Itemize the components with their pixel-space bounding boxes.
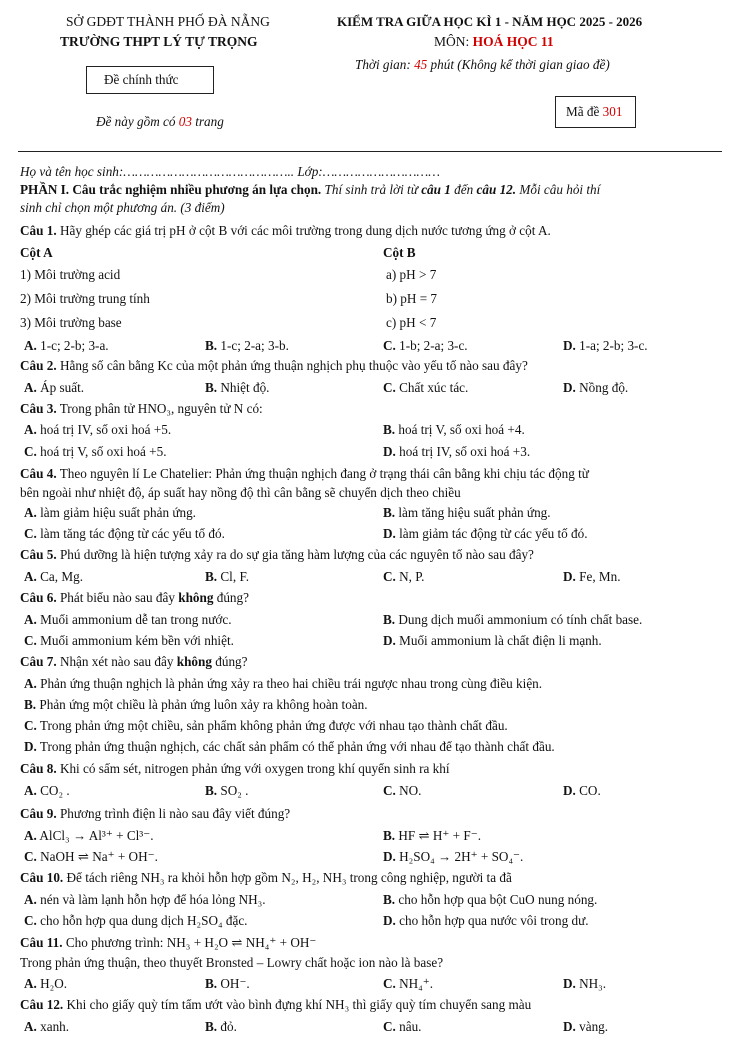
question-7 <box>20 654 720 670</box>
q11-option-c[interactable] <box>383 976 433 992</box>
question-4 <box>20 466 720 482</box>
question-text: Khi cho giấy quỳ tím tẩm ướt vào bình đựng khí NH₃ thì giấy quỳ tím chuyển sang màu <box>63 997 532 1012</box>
q1-option-d[interactable] <box>563 338 648 354</box>
q12-option-c[interactable] <box>383 1019 421 1035</box>
option-letter: B. <box>205 338 218 353</box>
q3-option-d[interactable] <box>383 444 530 460</box>
column-a-header: Cột A <box>20 245 53 260</box>
question-number: Câu 6. <box>20 590 57 605</box>
question-number: Câu 11. <box>20 935 63 950</box>
q12-option-d[interactable] <box>563 1019 608 1035</box>
question-text: Hãy ghép các giá trị pH ở cột B với các môi trường trong dung dịch nước tương ứng ở cột A. <box>56 223 551 238</box>
option-letter: D. <box>563 976 576 991</box>
option-letter: C. <box>24 718 37 733</box>
q8-option-a[interactable] <box>24 783 70 799</box>
q7-option-a[interactable] <box>24 676 542 692</box>
option-letter: C. <box>383 338 396 353</box>
option-text: Chất xúc tác. <box>399 380 469 395</box>
option-text: NH₃. <box>579 976 607 991</box>
official-label: Đề chính thức <box>104 72 179 87</box>
option-letter: A. <box>24 338 37 353</box>
column-a-item-3: 3) Môi trường base <box>20 315 122 330</box>
question-text-end: đúng? <box>211 654 248 669</box>
column-b-item-2: b) pH = 7 <box>386 291 438 306</box>
q5-option-d[interactable] <box>563 569 621 585</box>
column-b-header: Cột B <box>383 245 416 260</box>
option-text: đỏ. <box>220 1019 237 1034</box>
option-letter: D. <box>383 849 396 864</box>
option-letter: B. <box>24 697 37 712</box>
q3-option-a[interactable] <box>24 422 171 438</box>
question-number: Câu 10. <box>20 870 64 885</box>
subject-name: HOÁ HỌC 11 <box>472 34 554 49</box>
option-letter: A. <box>24 569 37 584</box>
page-count-number: 03 <box>178 114 192 129</box>
question-emphasis: không <box>178 590 214 605</box>
option-letter: D. <box>563 569 576 584</box>
option-text: làm giảm hiệu suất phản ứng. <box>40 505 196 520</box>
q10-option-b[interactable] <box>383 892 597 908</box>
option-text: N, P. <box>399 569 425 584</box>
option-letter: A. <box>24 892 37 907</box>
option-letter: C. <box>383 380 396 395</box>
q2-option-b[interactable] <box>205 380 269 396</box>
question-text: Khi có sấm sét, nitrogen phản ứng với oxygen trong khí quyển sinh ra khí <box>56 761 450 776</box>
option-letter: C. <box>24 526 37 541</box>
option-letter: A. <box>24 676 37 691</box>
option-text: Áp suất. <box>40 380 85 395</box>
student-info-line: Họ và tên học sinh:…………………………………….. Lớp:………………………… <box>20 164 440 179</box>
question-10 <box>20 870 720 886</box>
option-letter: D. <box>383 913 396 928</box>
option-letter: C. <box>383 569 396 584</box>
column-b-item-3: c) pH < 7 <box>386 315 437 330</box>
question-text: Phương trình điện li nào sau đây viết đúng? <box>56 806 291 821</box>
q9-option-d[interactable] <box>383 849 523 865</box>
option-text: làm giảm tác động từ các yếu tố đó. <box>399 526 588 541</box>
q2-option-d[interactable] <box>563 380 628 396</box>
subject-prefix: MÔN: <box>434 34 473 49</box>
question-text: Theo nguyên lí Le Chatelier: Phản ứng thuận nghịch đang ở trạng thái cân bằng khi chịu tác động từ <box>56 466 589 481</box>
question-number: Câu 1. <box>20 223 57 238</box>
header-divider <box>18 151 722 152</box>
option-text: Dung dịch muối ammonium có tính chất base. <box>398 612 643 627</box>
option-text: H₂SO₄ → 2H⁺ + SO₄⁻. <box>399 849 524 864</box>
option-letter: D. <box>563 338 576 353</box>
option-text: Trong phản ứng thuận nghịch, các chất sản phẩm có thể phản ứng với nhau để tạo thành chất đầu. <box>39 739 555 754</box>
q3-option-c[interactable] <box>24 444 167 460</box>
option-text: OH⁻. <box>220 976 250 991</box>
q4-option-a[interactable] <box>24 505 196 521</box>
exam-code <box>566 104 622 120</box>
option-text: CO. <box>579 783 601 798</box>
q2-option-c[interactable] <box>383 380 468 396</box>
page-count-post: trang <box>191 114 224 129</box>
time-line <box>355 57 610 73</box>
page-count <box>96 114 224 130</box>
option-text: Nhiệt độ. <box>220 380 270 395</box>
exam-code-label: Mã đề <box>566 104 603 119</box>
q7-option-d[interactable] <box>24 739 555 755</box>
q9-option-c[interactable] <box>24 849 158 865</box>
option-letter: C. <box>24 633 37 648</box>
question-text: Hằng số cân bằng Kc của một phản ứng thuận nghịch phụ thuộc vào yếu tố nào sau đây? <box>56 358 528 373</box>
option-letter: A. <box>24 976 37 991</box>
option-text: cho hỗn hợp qua bột CuO nung nóng. <box>398 892 598 907</box>
option-text: Trong phản ứng một chiều, sản phẩm không phản ứng được với nhau tạo thành chất đầu. <box>39 718 508 733</box>
option-text: HF ⇌ H⁺ + F⁻. <box>398 828 481 843</box>
option-text: NO. <box>399 783 422 798</box>
q1-option-a[interactable] <box>24 338 109 354</box>
option-text: Phản ứng một chiều là phản ứng luôn xảy ra không hoàn toàn. <box>39 697 368 712</box>
option-letter: C. <box>383 1019 396 1034</box>
part1-instr-b: đến <box>450 182 477 197</box>
part1-title: PHẦN I. Câu trắc nghiệm nhiều phương án lựa chọn. <box>20 182 322 197</box>
question-text: Nhận xét nào sau đây <box>56 654 177 669</box>
option-text: cho hỗn hợp qua dung dịch H₂SO₄ đặc. <box>40 913 248 928</box>
column-a-item-2: 2) Môi trường trung tính <box>20 291 150 306</box>
option-text: NH₄⁺. <box>399 976 434 991</box>
option-text: NaOH ⇌ Na⁺ + OH⁻. <box>40 849 158 864</box>
option-text: Muối ammonium là chất điện li mạnh. <box>399 633 602 648</box>
question-1 <box>20 223 720 239</box>
q6-option-b[interactable] <box>383 612 642 628</box>
school-name: TRƯỜNG THPT LÝ TỰ TRỌNG <box>60 34 258 49</box>
question-number: Câu 5. <box>20 547 57 562</box>
option-text: hoá trị V, số oxi hoá +4. <box>398 422 525 437</box>
q1-option-b[interactable] <box>205 338 289 354</box>
option-letter: D. <box>383 526 396 541</box>
option-text: xanh. <box>40 1019 70 1034</box>
q11-option-b[interactable] <box>205 976 250 992</box>
q4-option-d[interactable] <box>383 526 588 542</box>
time-suffix: phút (Không kể thời gian giao đề) <box>427 57 610 72</box>
option-text: Nồng độ. <box>579 380 629 395</box>
q5-option-a[interactable] <box>24 569 83 585</box>
part1-q-to: câu 12. <box>476 182 517 197</box>
option-letter: C. <box>24 849 37 864</box>
page-count-pre: Đề này gồm có <box>96 114 179 129</box>
option-letter: A. <box>24 380 37 395</box>
question-text: Để tách riêng NH₃ ra khỏi hỗn hợp gồm N₂, H₂, NH₃ trong công nghiệp, người ta đã <box>63 870 512 885</box>
q5-option-c[interactable] <box>383 569 424 585</box>
q7-option-b[interactable] <box>24 697 368 713</box>
question-number: Câu 12. <box>20 997 64 1012</box>
option-letter: A. <box>24 422 37 437</box>
q10-option-a[interactable] <box>24 892 266 908</box>
option-text: làm tăng tác động từ các yếu tố đó. <box>40 526 225 541</box>
question-text: Cho phương trình: NH₃ + H₂O ⇌ NH₄⁺ + OH⁻ <box>62 935 317 950</box>
option-text: H₂O. <box>40 976 68 991</box>
option-text: 1-c; 2-a; 3-b. <box>220 338 289 353</box>
option-letter: D. <box>563 1019 576 1034</box>
q4-option-c[interactable] <box>24 526 225 542</box>
question-number: Câu 9. <box>20 806 57 821</box>
option-letter: C. <box>24 913 37 928</box>
option-text: 1-a; 2-b; 3-c. <box>579 338 648 353</box>
part1-instr-a: Thí sinh trả lời từ <box>321 182 422 197</box>
q8-option-c[interactable] <box>383 783 421 799</box>
option-letter: D. <box>563 783 576 798</box>
question-4-line2: bên ngoài như nhiệt độ, áp suất hay nồng độ thì cân bằng sẽ chuyển dịch theo chiều <box>20 485 461 500</box>
q2-option-a[interactable] <box>24 380 84 396</box>
option-letter: C. <box>24 444 37 459</box>
q7-option-c[interactable] <box>24 718 508 734</box>
part1-instructions <box>20 182 600 198</box>
time-number: 45 <box>414 57 428 72</box>
q12-option-b[interactable] <box>205 1019 237 1035</box>
option-text: Cl, F. <box>220 569 250 584</box>
q11-option-d[interactable] <box>563 976 606 992</box>
option-text: 1-b; 2-a; 3-c. <box>399 338 468 353</box>
question-9 <box>20 806 720 822</box>
question-number: Câu 2. <box>20 358 57 373</box>
option-text: Muối ammonium dễ tan trong nước. <box>40 612 232 627</box>
q9-option-a[interactable] <box>24 828 154 844</box>
question-2 <box>20 358 720 374</box>
q5-option-b[interactable] <box>205 569 249 585</box>
option-text: hoá trị IV, số oxi hoá +3. <box>399 444 531 459</box>
q10-option-d[interactable] <box>383 913 589 929</box>
option-text: cho hỗn hợp qua nước vôi trong dư. <box>399 913 589 928</box>
option-letter: B. <box>383 828 396 843</box>
question-text: Phát biểu nào sau đây <box>56 590 179 605</box>
question-number: Câu 8. <box>20 761 57 776</box>
question-12 <box>20 997 720 1013</box>
question-emphasis: không <box>176 654 212 669</box>
question-number: Câu 7. <box>20 654 57 669</box>
option-letter: B. <box>383 505 396 520</box>
option-text: nén và làm lạnh hỗn hợp để hóa lỏng NH₃. <box>40 892 266 907</box>
option-text: CO₂ . <box>40 783 70 798</box>
q6-option-d[interactable] <box>383 633 602 649</box>
column-a-item-1: 1) Môi trường acid <box>20 267 121 282</box>
question-3 <box>20 401 720 417</box>
subject-line <box>434 34 554 50</box>
option-letter: D. <box>563 380 576 395</box>
q6-option-c[interactable] <box>24 633 234 649</box>
option-text: 1-c; 2-b; 3-a. <box>40 338 109 353</box>
question-6 <box>20 590 720 606</box>
option-letter: A. <box>24 1019 37 1034</box>
part1-instr-c: Mỗi câu hỏi thí <box>516 182 601 197</box>
department-name: SỞ GDĐT THÀNH PHỐ ĐÀ NẴNG <box>66 14 270 29</box>
question-11 <box>20 935 720 951</box>
q4-option-b[interactable] <box>383 505 551 521</box>
option-text: làm tăng hiệu suất phản ứng. <box>398 505 551 520</box>
question-number: Câu 4. <box>20 466 57 481</box>
q3-option-b[interactable] <box>383 422 525 438</box>
option-text: Fe, Mn. <box>579 569 621 584</box>
question-5 <box>20 547 720 563</box>
option-letter: D. <box>383 633 396 648</box>
option-text: AlCl₃ → Al³⁺ + Cl³⁻. <box>39 828 154 843</box>
exam-title: KIỂM TRA GIỮA HỌC KÌ 1 - NĂM HỌC 2025 - 2026 <box>337 14 643 29</box>
q8-option-b[interactable] <box>205 783 248 799</box>
option-letter: A. <box>24 612 37 627</box>
option-letter: D. <box>24 739 37 754</box>
option-letter: B. <box>205 569 218 584</box>
q10-option-c[interactable] <box>24 913 247 929</box>
q11-option-a[interactable] <box>24 976 67 992</box>
part1-q-from: câu 1 <box>421 182 451 197</box>
time-prefix: Thời gian: <box>355 57 415 72</box>
option-text: hoá trị V, số oxi hoá +5. <box>40 444 167 459</box>
q1-option-c[interactable] <box>383 338 468 354</box>
option-letter: B. <box>383 422 396 437</box>
option-text: SO₂ . <box>220 783 249 798</box>
option-letter: B. <box>205 976 218 991</box>
exam-code-number: 301 <box>602 104 623 119</box>
question-text: Trong phân tử HNO₃, nguyên tử N có: <box>56 401 263 416</box>
question-11-line2: Trong phản ứng thuận, theo thuyết Bronsted – Lowry chất hoặc ion nào là base? <box>20 955 444 970</box>
option-letter: A. <box>24 783 37 798</box>
option-letter: C. <box>383 976 396 991</box>
option-letter: B. <box>205 783 218 798</box>
option-text: Muối ammonium kém bền với nhiệt. <box>40 633 234 648</box>
question-text: Phú dưỡng là hiện tượng xảy ra do sự gia tăng hàm lượng của các nguyên tố nào sau đây? <box>56 547 534 562</box>
question-text-end: đúng? <box>213 590 249 605</box>
q9-option-b[interactable] <box>383 828 481 844</box>
question-8 <box>20 761 720 777</box>
option-letter: B. <box>205 380 218 395</box>
q6-option-a[interactable] <box>24 612 232 628</box>
option-text: vàng. <box>579 1019 609 1034</box>
option-text: Phản ứng thuận nghịch là phản ứng xảy ra theo hai chiều trái ngược nhau trong cùng điều kiện. <box>40 676 543 691</box>
question-number: Câu 3. <box>20 401 57 416</box>
option-letter: C. <box>383 783 396 798</box>
column-b-item-1: a) pH > 7 <box>386 267 437 282</box>
option-letter: B. <box>205 1019 218 1034</box>
option-text: Ca, Mg. <box>40 569 83 584</box>
option-letter: A. <box>24 505 37 520</box>
option-letter: D. <box>383 444 396 459</box>
option-letter: A. <box>24 828 37 843</box>
option-letter: B. <box>383 612 396 627</box>
option-text: hoá trị IV, số oxi hoá +5. <box>40 422 172 437</box>
part1-instructions-line2: sinh chỉ chọn một phương án. (3 điểm) <box>20 200 225 215</box>
option-letter: B. <box>383 892 396 907</box>
option-text: nâu. <box>399 1019 422 1034</box>
q8-option-d[interactable] <box>563 783 601 799</box>
q12-option-a[interactable] <box>24 1019 69 1035</box>
